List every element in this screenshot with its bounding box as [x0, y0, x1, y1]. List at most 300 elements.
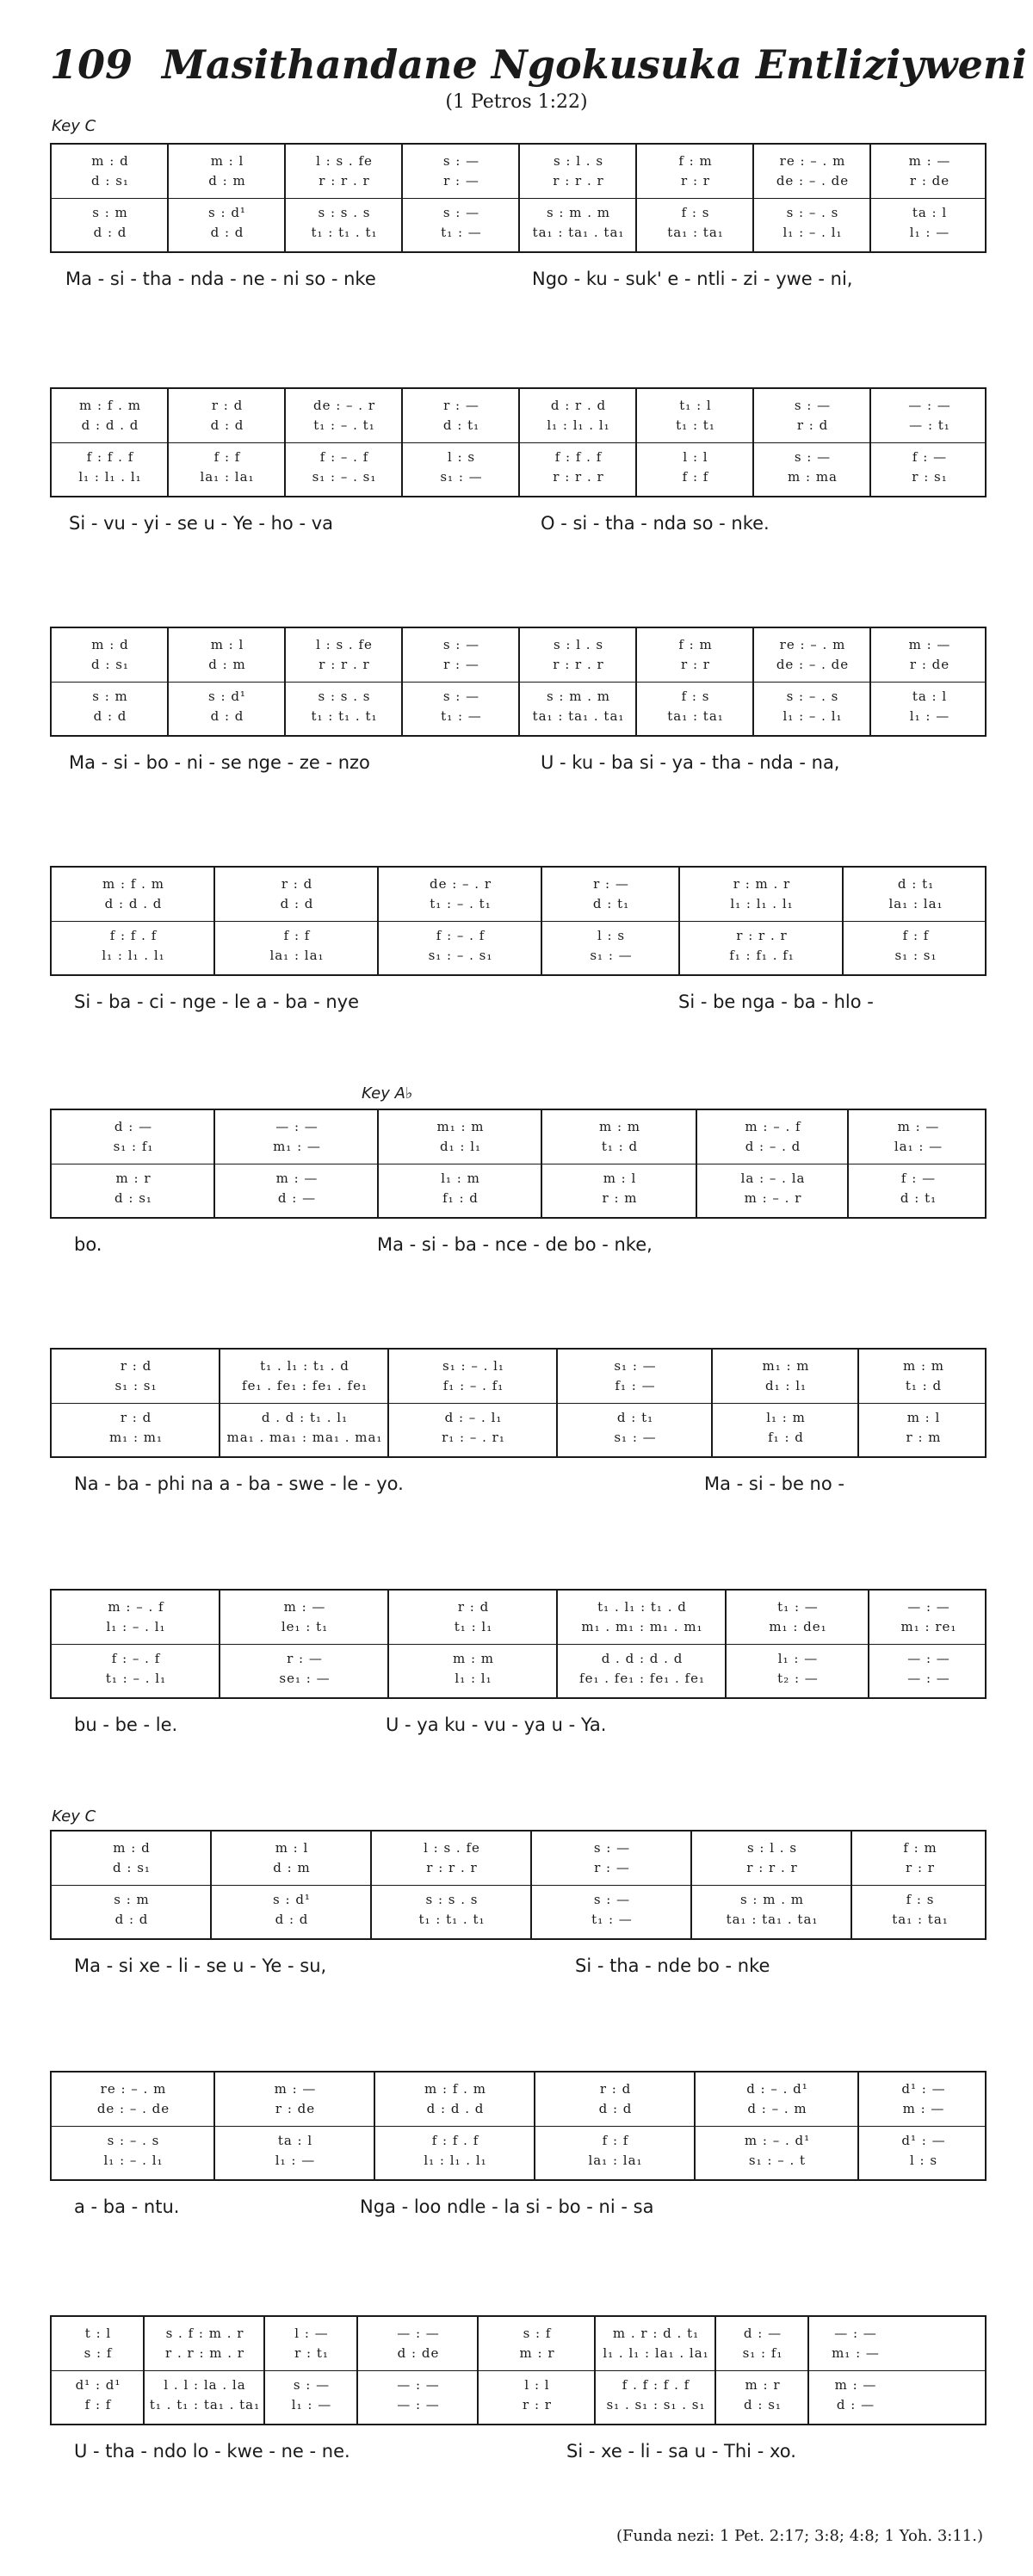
soprano-part: m . r : d . t₁ [612, 2326, 700, 2341]
measure [52, 145, 169, 251]
measure [852, 1832, 988, 1938]
key-signature-c-return: Key C [52, 1807, 96, 1825]
alto-part: d : t₁ [442, 417, 480, 433]
lyrics-line [50, 1458, 987, 1503]
footer-references: (Funda nezi: 1 Pet. 2:17; 3:8; 4:8; 1 Yoh. 3:11.) [616, 2527, 983, 2545]
measure [52, 1350, 220, 1456]
bass-part: — : — [907, 1671, 950, 1686]
soprano-part: s : — [593, 1840, 631, 1856]
bass-part: d : — [836, 2397, 875, 2412]
alto-part: l₁ . l₁ : la₁ . la₁ [603, 2345, 709, 2361]
tenor-part: m : — [834, 2377, 877, 2393]
alto-part: d : de [397, 2345, 440, 2361]
alto-part: m₁ . m₁ : m₁ . m₁ [581, 1619, 703, 1634]
lyric-phrase: Ma - si - ba - nce - de bo - nke, [377, 1234, 653, 1255]
bass-part: d : t₁ [900, 1190, 937, 1206]
tenor-part: f . f : f . f [622, 2377, 690, 2393]
lyrics-line [50, 1699, 987, 1744]
alto-part: t₁ : d [601, 1139, 639, 1154]
alto-part: l₁ : l₁ . l₁ [547, 417, 610, 433]
tenor-part: s : — [293, 2377, 331, 2393]
measure [212, 1832, 372, 1938]
bass-part: m : ma [788, 469, 838, 485]
tenor-part: s : m [114, 1892, 150, 1907]
bass-part: r : r [523, 2397, 552, 2412]
lyric-phrase: Ma - si - bo - ni - se nge - ze - nzo [69, 752, 370, 773]
tenor-part: s : s . s [425, 1892, 479, 1907]
bass-part: d : d [210, 225, 244, 240]
soprano-part: m : d [91, 153, 129, 169]
alto-part: m₁ : de₁ [769, 1619, 827, 1634]
alto-part: de : – . de [776, 657, 850, 672]
measure [52, 2317, 145, 2424]
soprano-part: m : f . m [424, 2081, 486, 2097]
bass-part: d : d [93, 225, 127, 240]
alto-part: d : t₁ [592, 896, 630, 911]
measure [558, 1591, 727, 1697]
soprano-part: r : d [281, 876, 313, 892]
bass-part: d : d [275, 1912, 309, 1927]
bass-part: f₁ : f₁ . f₁ [729, 948, 795, 963]
tenor-part: r : d [120, 1410, 152, 1425]
tenor-part: s : m . m [546, 689, 611, 704]
tenor-part: f : f [602, 2133, 629, 2148]
tenor-part: s : d¹ [208, 689, 246, 704]
tenor-part: l₁ : m [441, 1171, 480, 1186]
soprano-part: t : l [84, 2326, 112, 2341]
bass-part: l₁ : l₁ . l₁ [424, 2153, 487, 2168]
tenor-part: l : s [447, 449, 476, 465]
tenor-part: — : — [907, 1651, 950, 1666]
bass-part: f₁ : d [768, 1430, 804, 1445]
bass-part: d : d [114, 1912, 149, 1927]
measure [696, 2073, 859, 2179]
alto-part: l₁ : l₁ . l₁ [730, 896, 794, 911]
soprano-part: d : — [114, 1119, 153, 1134]
bass-part: s₁ : — [440, 469, 483, 485]
alto-part: d : – . m [747, 2101, 807, 2116]
soprano-part: m : m [902, 1358, 945, 1374]
measure [532, 1832, 692, 1938]
measure [680, 868, 844, 974]
soprano-part: f : m [903, 1840, 937, 1856]
tenor-part: l₁ : — [777, 1651, 819, 1666]
tenor-part: l : l [683, 449, 708, 465]
lyric-phrase: Si - vu - yi - se u - Ye - ho - va [69, 513, 333, 534]
alto-part: t₁ : d [905, 1378, 943, 1393]
lyric-phrase: Ma - si xe - li - se u - Ye - su, [74, 1955, 327, 1976]
solfa-staff [50, 2315, 987, 2425]
soprano-part: — : — [834, 2326, 877, 2341]
hymn-number: 109 [50, 41, 133, 88]
bass-part: r : m [602, 1190, 638, 1206]
alto-part: r : de [275, 2101, 316, 2116]
alto-part: r : — [594, 1860, 630, 1875]
solfa-staff [50, 2071, 987, 2181]
music-system-3 [50, 627, 987, 781]
alto-part: d : m [208, 173, 246, 188]
alto-part: d : s₁ [113, 1860, 151, 1875]
tenor-part: m : r [745, 2377, 781, 2393]
tenor-part: f : — [912, 449, 948, 465]
bass-part: fe₁ . fe₁ : fe₁ . fe₁ [579, 1671, 705, 1686]
bass-part: s₁ : – . s₁ [428, 948, 493, 963]
hymn-title [50, 41, 1027, 88]
alto-part: d : d [210, 417, 244, 433]
bass-part: d : d [93, 708, 127, 724]
bass-part: t₁ : – . l₁ [105, 1671, 167, 1686]
soprano-part: m : — [908, 153, 951, 169]
soprano-part: m : f . m [79, 398, 141, 413]
bass-part: m : – . r [744, 1190, 802, 1206]
tenor-part: d : t₁ [616, 1410, 654, 1425]
tenor-part: l : l [524, 2377, 550, 2393]
bass-part: m₁ : m₁ [108, 1430, 164, 1445]
soprano-part: m : — [283, 1599, 326, 1615]
alto-part: le₁ : t₁ [281, 1619, 329, 1634]
tenor-part: f : f . f [86, 449, 134, 465]
alto-part: r : d [796, 417, 829, 433]
bass-part: s₁ : — [614, 1430, 657, 1445]
alto-part: d : m [208, 657, 246, 672]
measure [754, 628, 871, 735]
bass-part: r₁ : – . r₁ [442, 1430, 505, 1445]
alto-part: r : r [681, 173, 710, 188]
lyric-phrase: a - ba - ntu. [74, 2196, 180, 2217]
measure [358, 2317, 479, 2424]
tenor-part: d¹ : d¹ [75, 2377, 121, 2393]
alto-part: t₁ : – . t₁ [313, 417, 375, 433]
tenor-part: f : s [906, 1892, 935, 1907]
lyric-phrase: Si - ba - ci - nge - le a - ba - nye [74, 991, 360, 1012]
soprano-part: m₁ : m [436, 1119, 485, 1134]
lyrics-line [50, 737, 987, 781]
soprano-part: s₁ : – . l₁ [442, 1358, 504, 1374]
lyric-phrase: Na - ba - phi na a - ba - swe - le - yo. [74, 1473, 404, 1494]
soprano-part: l : s . fe [316, 637, 373, 652]
alto-part: l₁ : – . l₁ [106, 1619, 166, 1634]
soprano-part: — : — [908, 398, 951, 413]
soprano-part: m : d [113, 1840, 151, 1856]
bass-part: — : — [397, 2397, 440, 2412]
alto-part: d : s₁ [91, 657, 129, 672]
lyrics-line [50, 2425, 987, 2470]
tenor-part: d . d : t₁ . l₁ [261, 1410, 349, 1425]
music-system-5 [50, 1109, 987, 1263]
key-signature-c: Key C [52, 117, 96, 135]
tenor-part: m : l [906, 1410, 941, 1425]
tenor-part: s : – . s [786, 689, 839, 704]
measure [169, 145, 286, 251]
tenor-part: f : – . f [319, 449, 369, 465]
measure [215, 1110, 379, 1217]
soprano-part: re : – . m [100, 2081, 167, 2097]
tenor-part: f : — [900, 1171, 937, 1186]
alto-part: t₁ : – . t₁ [430, 896, 492, 911]
soprano-part: m : d [91, 637, 129, 652]
solfa-staff [50, 627, 987, 737]
tenor-part: s : m . m [546, 205, 611, 220]
bass-part: s₁ : s₁ [894, 948, 937, 963]
bass-part: l₁ : l₁ . l₁ [78, 469, 142, 485]
alto-part: d : d [598, 2101, 633, 2116]
bass-part: l₁ : – . l₁ [782, 708, 843, 724]
tenor-part: f : f . f [554, 449, 603, 465]
measure [169, 389, 286, 496]
tenor-part: s : m [92, 689, 128, 704]
alto-part: t₁ : l₁ [454, 1619, 493, 1634]
measure [542, 868, 680, 974]
lyrics-line [50, 497, 987, 542]
alto-part: — : t₁ [909, 417, 950, 433]
soprano-part: m : — [908, 637, 951, 652]
tenor-part: — : — [397, 2377, 440, 2393]
soprano-part: r : d [120, 1358, 152, 1374]
bass-part: ta₁ : ta₁ [892, 1912, 949, 1927]
soprano-part: d : — [743, 2326, 782, 2341]
alto-part: m : — [902, 2101, 945, 2116]
tenor-part: ta : l [912, 689, 948, 704]
alto-part: d₁ : l₁ [439, 1139, 481, 1154]
bass-part: t₂ : — [777, 1671, 819, 1686]
music-system-2 [50, 387, 987, 542]
soprano-part: r : — [443, 398, 479, 413]
measure [849, 1110, 988, 1217]
measure [479, 2317, 596, 2424]
soprano-part: — : — [397, 2326, 440, 2341]
tenor-part: f : f [213, 449, 241, 465]
bass-part: d : s₁ [114, 1190, 152, 1206]
alto-part: de : – . de [776, 173, 850, 188]
soprano-part: re : – . m [779, 637, 846, 652]
soprano-part: r : d [457, 1599, 490, 1615]
tenor-part: l . l : la . la [164, 2377, 246, 2393]
soprano-part: f : m [678, 637, 713, 652]
alto-part: d : d [280, 896, 314, 911]
alto-part: r : de [909, 657, 950, 672]
lyric-phrase: U - tha - ndo lo - kwe - ne - ne. [74, 2441, 350, 2462]
measure [286, 628, 403, 735]
tenor-part: f : f . f [109, 928, 158, 943]
alto-part: m₁ : — [273, 1139, 321, 1154]
measure [286, 145, 403, 251]
tenor-part: ta : l [912, 205, 948, 220]
alto-part: m₁ : — [832, 2345, 880, 2361]
soprano-part: — : — [275, 1119, 319, 1134]
lyric-phrase: Si - be nga - ba - hlo - [678, 991, 874, 1012]
soprano-part: l : s . fe [424, 1840, 480, 1856]
measure [716, 2317, 809, 2424]
bass-part: t₁ : — [441, 708, 482, 724]
bass-part: f₁ : d [442, 1190, 479, 1206]
soprano-part: f : m [678, 153, 713, 169]
measure [52, 868, 215, 974]
alto-part: f₁ : — [615, 1378, 656, 1393]
alto-part: r : r . r [319, 657, 370, 672]
soprano-part: de : – . r [312, 398, 376, 413]
measure [375, 2073, 535, 2179]
alto-part: r : t₁ [294, 2345, 329, 2361]
measure [697, 1110, 849, 1217]
alto-part: s₁ : s₁ [114, 1378, 158, 1393]
measure [692, 1832, 852, 1938]
measure [372, 1832, 532, 1938]
measure [871, 145, 988, 251]
tenor-part: s : – . s [786, 205, 839, 220]
measure [520, 145, 637, 251]
measure [220, 1591, 389, 1697]
lyric-phrase: Si - xe - li - sa u - Thi - xo. [566, 2441, 796, 2462]
alto-part: r : de [909, 173, 950, 188]
bass-part: r : s₁ [912, 469, 948, 485]
measure [389, 1591, 558, 1697]
key-signature-a-flat: Key A♭ [362, 1084, 413, 1103]
bass-part: t₁ : — [441, 225, 482, 240]
soprano-part: s : — [442, 153, 480, 169]
measure [169, 628, 286, 735]
tenor-part: f : f [283, 928, 311, 943]
bass-part: d : s₁ [744, 2397, 782, 2412]
alto-part: s₁ : f₁ [742, 2345, 783, 2361]
soprano-part: s : — [794, 398, 832, 413]
bass-part: ta₁ : ta₁ . ta₁ [532, 225, 625, 240]
measure [520, 628, 637, 735]
alto-part: d : d . d [81, 417, 139, 433]
solfa-staff [50, 387, 987, 497]
lyric-phrase: Ngo - ku - suk' e - ntli - zi - ywe - ni, [532, 269, 853, 289]
music-system-6 [50, 1348, 987, 1503]
measure [52, 1832, 212, 1938]
bass-part: l₁ : – . l₁ [103, 2153, 164, 2168]
soprano-part: m : — [274, 2081, 317, 2097]
measure [558, 1350, 713, 1456]
measure [596, 2317, 716, 2424]
tenor-part: s : d¹ [208, 205, 246, 220]
solfa-staff [50, 866, 987, 976]
bass-part: l₁ : l₁ [455, 1671, 492, 1686]
bass-part: d : — [277, 1190, 317, 1206]
solfa-staff [50, 1348, 987, 1458]
alto-part: r : r . r [746, 1860, 798, 1875]
bass-part: ma₁ . ma₁ : ma₁ . ma₁ [226, 1430, 383, 1445]
bass-part: s₁ : – . s₁ [312, 469, 377, 485]
bass-part: t₁ : — [591, 1912, 633, 1927]
measure [754, 389, 871, 496]
tenor-part: d¹ : — [901, 2133, 946, 2148]
measure [215, 868, 379, 974]
bass-part: t₁ : t₁ . t₁ [418, 1912, 486, 1927]
measure [52, 628, 169, 735]
alto-part: d : – . d [745, 1139, 801, 1154]
soprano-part: s : f [523, 2326, 552, 2341]
measure [859, 1350, 988, 1456]
bass-part: l₁ : l₁ . l₁ [102, 948, 165, 963]
alto-part: d : s₁ [91, 173, 129, 188]
bass-part: s₁ : – . t [748, 2153, 807, 2168]
soprano-part: r : m . r [733, 876, 791, 892]
tenor-part: l₁ : m [766, 1410, 806, 1425]
alto-part: m : r [519, 2345, 555, 2361]
measure [809, 2317, 902, 2424]
soprano-part: s . f : m . r [165, 2326, 244, 2341]
tenor-part: m : l [603, 1171, 637, 1186]
lyrics-line [50, 1940, 987, 1985]
alto-part: la₁ : — [894, 1139, 943, 1154]
tenor-part: l : s [597, 928, 626, 943]
alto-part: r : r . r [426, 1860, 478, 1875]
alto-part: r . r : m . r [165, 2345, 244, 2361]
tenor-part: f : s [681, 205, 710, 220]
bass-part: l₁ : — [275, 2153, 316, 2168]
bass-part: l₁ : — [291, 2397, 332, 2412]
tenor-part: s : – . s [107, 2133, 160, 2148]
music-system-4 [50, 866, 987, 1021]
soprano-part: m : — [897, 1119, 940, 1134]
tenor-part: s : s . s [318, 689, 371, 704]
measure [403, 628, 520, 735]
soprano-part: m : f . m [102, 876, 164, 892]
measure [52, 389, 169, 496]
tenor-part: f : f . f [431, 2133, 479, 2148]
soprano-part: m : l [210, 153, 244, 169]
music-system-1 [50, 143, 987, 298]
tenor-part: m : m [452, 1651, 495, 1666]
measure [403, 389, 520, 496]
alto-part: t₁ : t₁ [676, 417, 715, 433]
bass-part: s₁ : — [590, 948, 633, 963]
bass-part: t₁ : t₁ . t₁ [311, 225, 378, 240]
lyric-phrase: bu - be - le. [74, 1714, 178, 1735]
lyric-phrase: bo. [74, 1234, 102, 1255]
bass-part: r : m [906, 1430, 942, 1445]
measure [52, 1591, 220, 1697]
solfa-staff [50, 1109, 987, 1219]
soprano-part: t₁ . l₁ : t₁ . d [597, 1599, 687, 1615]
tenor-part: m : r [115, 1171, 152, 1186]
alto-part: r : r . r [319, 173, 370, 188]
music-system-8 [50, 1830, 987, 1985]
tenor-part: ta : l [277, 2133, 313, 2148]
soprano-part: s : l . s [553, 153, 604, 169]
soprano-part: s : — [442, 637, 480, 652]
bass-part: d : d [210, 708, 244, 724]
measure [637, 628, 754, 735]
measure [871, 389, 988, 496]
soprano-part: — : — [907, 1599, 950, 1615]
tenor-part: m : — [275, 1171, 319, 1186]
lyric-phrase: O - si - tha - nda so - nke. [541, 513, 770, 534]
lyric-phrase: Si - tha - nde bo - nke [575, 1955, 770, 1976]
bass-part: ta₁ : ta₁ [667, 708, 724, 724]
soprano-part: m₁ : m [762, 1358, 810, 1374]
alto-part: r : r . r [553, 657, 604, 672]
bass-part: la₁ : la₁ [269, 948, 325, 963]
alto-part: la₁ : la₁ [888, 896, 943, 911]
tenor-part: la : – . la [740, 1171, 806, 1186]
soprano-part: m : l [275, 1840, 309, 1856]
lyric-phrase: Ma - si - be no - [704, 1473, 844, 1494]
measure [286, 389, 403, 496]
solfa-staff [50, 143, 987, 253]
bass-part: l₁ : — [909, 225, 950, 240]
lyrics-line [50, 1219, 987, 1263]
measure [542, 1110, 697, 1217]
soprano-part: de : – . r [429, 876, 492, 892]
soprano-part: t₁ : l [679, 398, 712, 413]
lyric-phrase: Nga - loo ndle - la si - bo - ni - sa [360, 2196, 654, 2217]
lyric-phrase: U - ya ku - vu - ya u - Ya. [386, 1714, 607, 1735]
measure [844, 868, 988, 974]
